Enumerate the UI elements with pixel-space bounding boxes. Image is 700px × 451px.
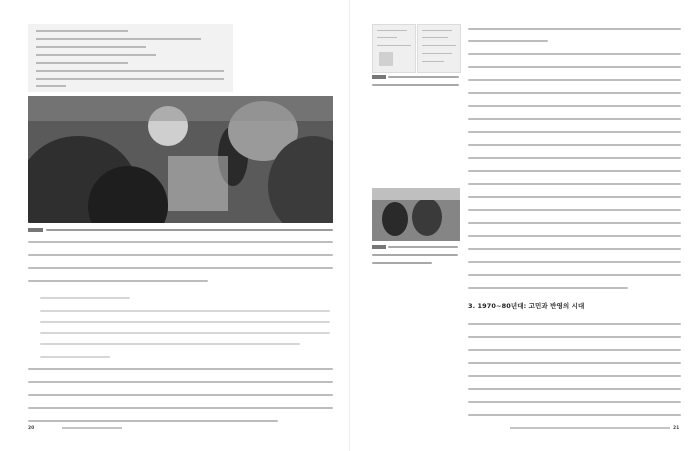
left-page-number: 20 [28,426,35,431]
classroom-photo [28,96,333,223]
section-heading: 3. 1970~80년대: 고민과 반영의 시대 [468,302,585,310]
meeting-photo [372,188,460,241]
right-page [350,0,700,451]
document-scan-figure [372,24,416,73]
bullet-list-box [28,24,233,92]
right-page-number: 21 [673,426,680,431]
